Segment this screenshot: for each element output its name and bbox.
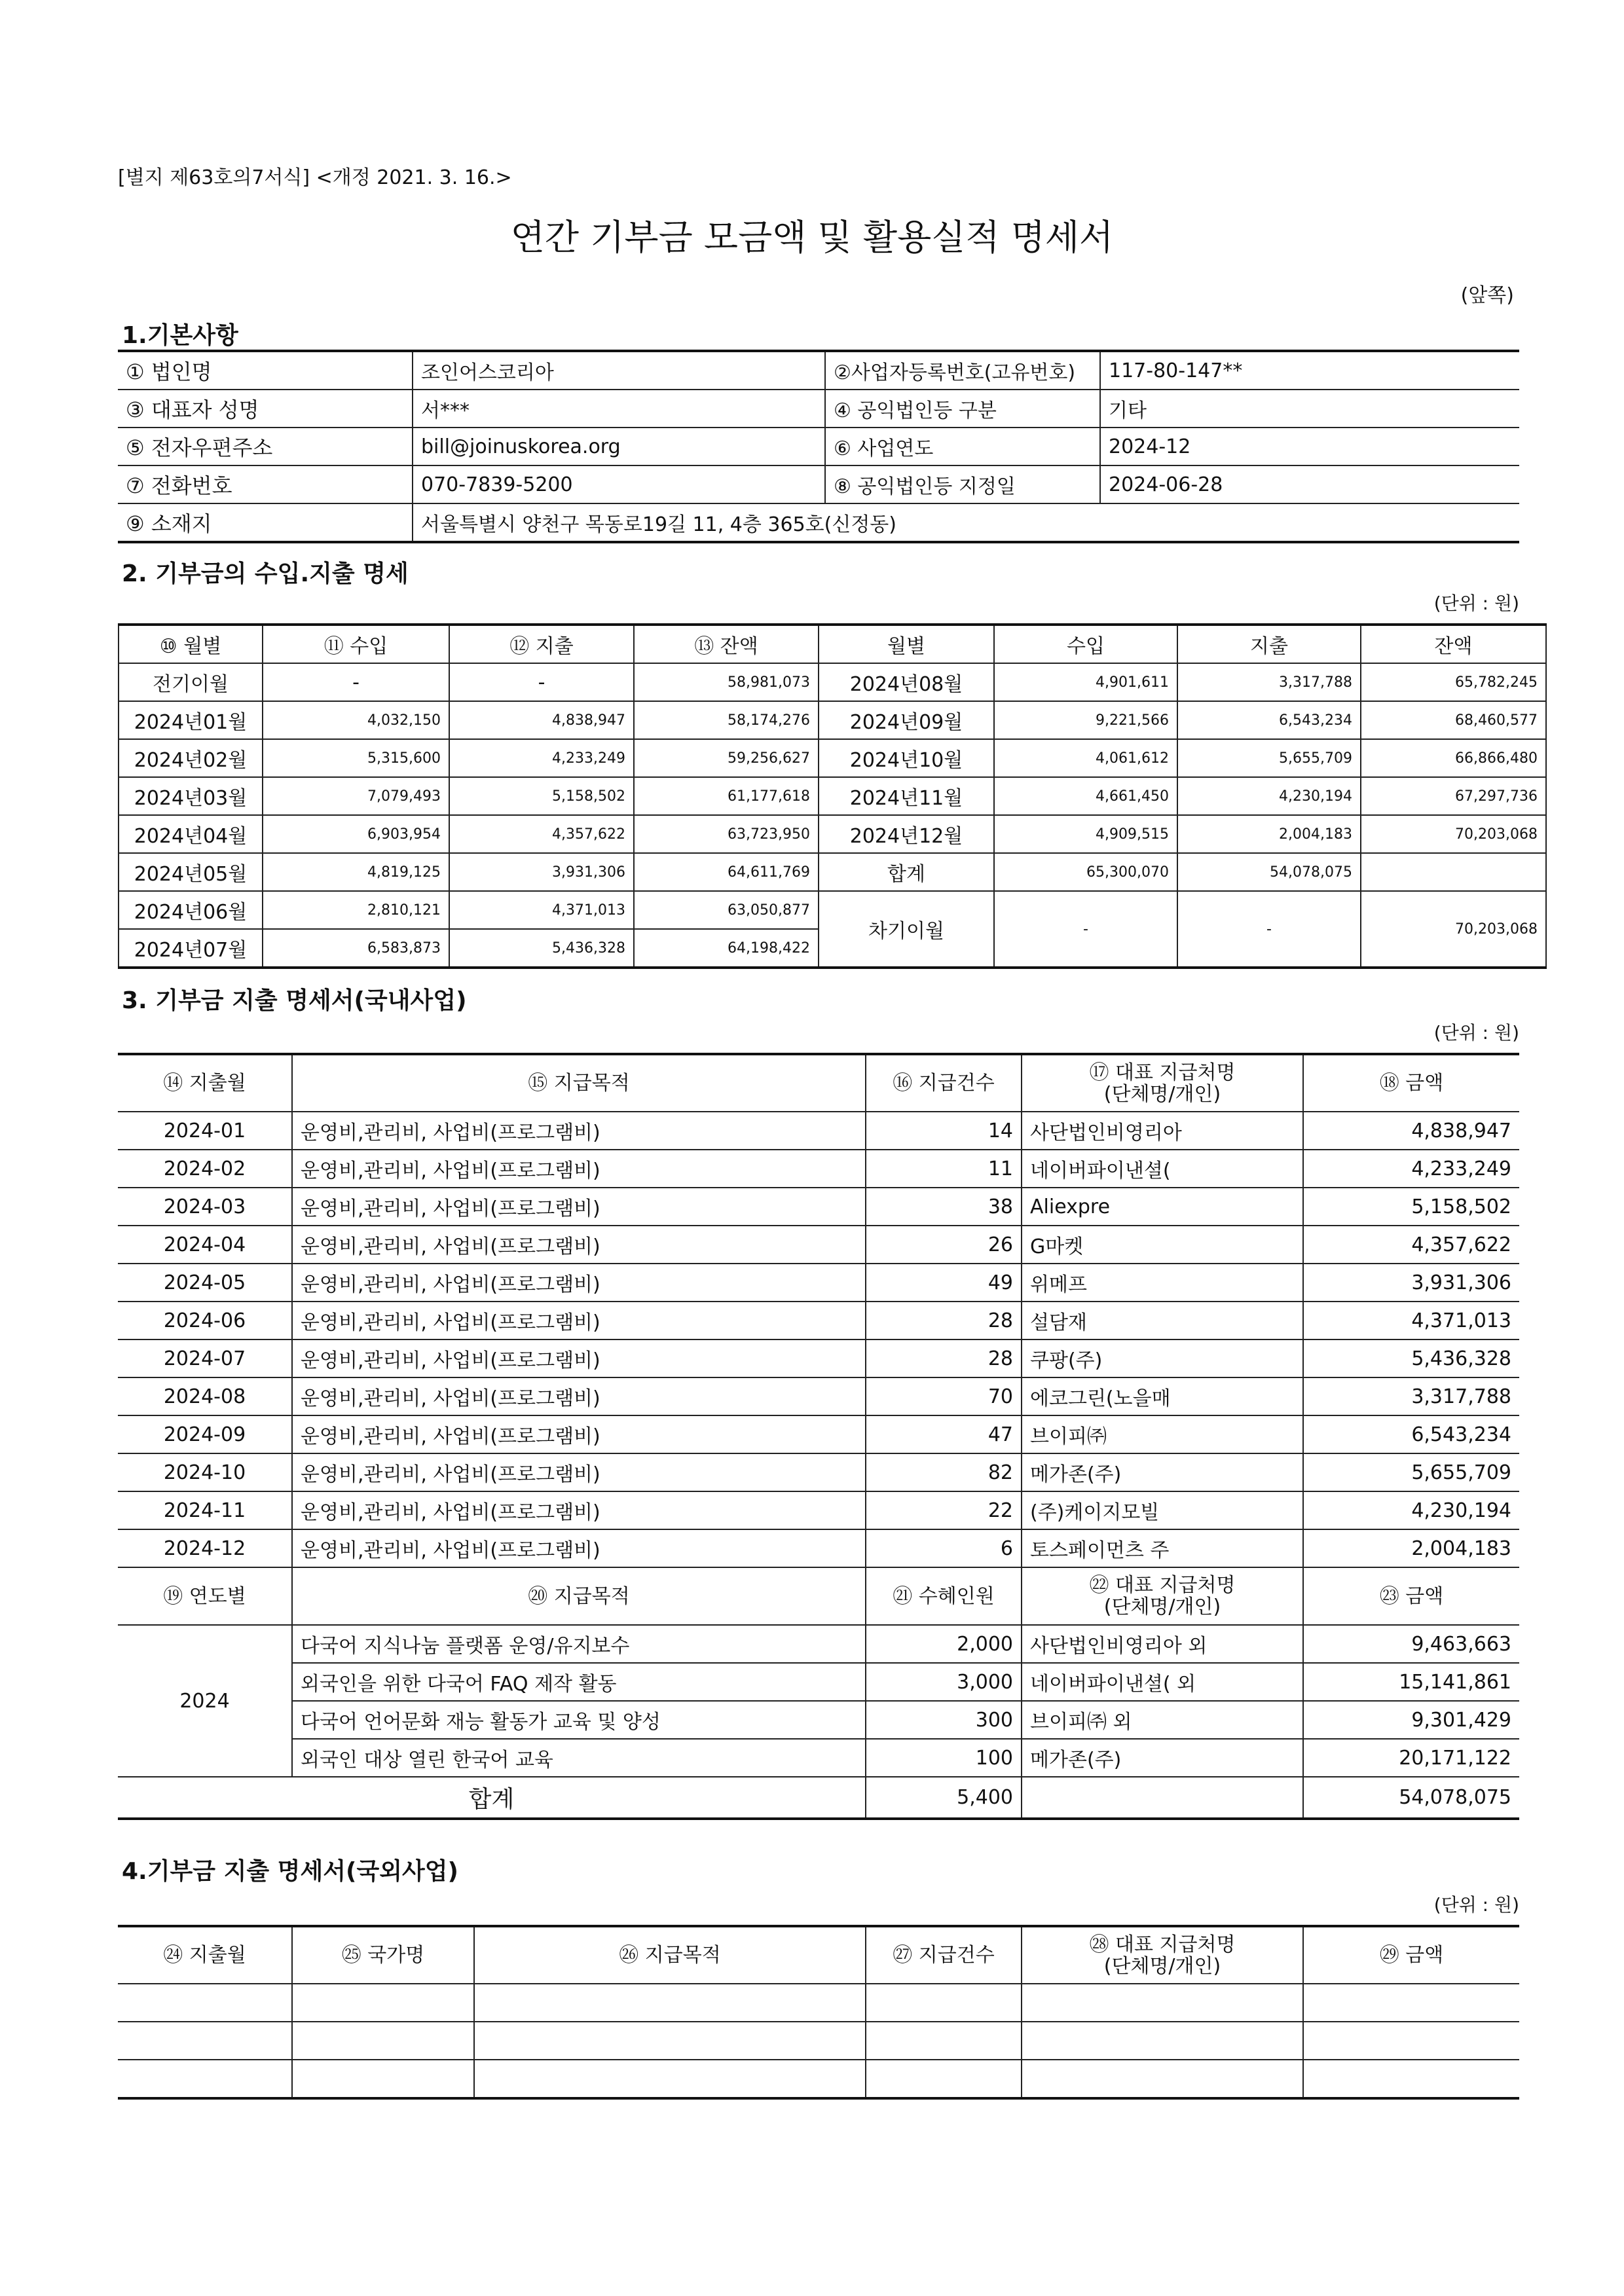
payee-cell: 토스페이먼츠 주 [1022,1529,1303,1567]
field-label: ⑥ 사업연도 [825,428,1100,465]
expense-cell: - [1177,891,1361,968]
column-header: 잔액 [1361,625,1546,663]
balance-cell: 58,981,073 [634,663,819,701]
income-cell: 6,583,873 [263,929,449,968]
purpose-cell: 운영비,관리비, 사업비(프로그램비) [292,1112,866,1150]
empty-cell [292,2022,474,2060]
table-row [118,1701,1519,1739]
empty-cell [292,1984,474,2022]
month-cell: 2024년11월 [819,777,994,815]
form-reference: [별지 제63호의7서식] <개정 2021. 3. 16.> [118,166,512,189]
table-row [118,2060,1519,2098]
count-cell: 70 [866,1377,1022,1415]
expense-cell: 4,230,194 [1177,777,1361,815]
month-cell: 2024년08월 [819,663,994,701]
table-row [119,891,1546,929]
month-cell: 2024년03월 [119,777,263,815]
column-header: ㉑ 수혜인원 [866,1567,1022,1625]
field-value: 2024-12 [1100,428,1519,465]
month-cell: 2024-11 [118,1491,292,1529]
empty-cell [474,1984,866,2022]
count-cell: 11 [866,1150,1022,1188]
field-value: bill@joinuskorea.org [413,428,825,465]
table-row [118,1302,1519,1339]
payee-cell: 쿠팡(주) [1022,1339,1303,1377]
field-label: ① 법인명 [118,351,413,390]
section-1-heading: 1.기본사항 [122,322,238,349]
page-title: 연간 기부금 모금액 및 활용실적 명세서 [510,217,1114,258]
table-row [118,1491,1519,1529]
balance-cell [1361,853,1546,891]
expense-cell: 3,317,788 [1177,663,1361,701]
empty-cell [866,1984,1022,2022]
column-header: ㉓ 금액 [1303,1567,1519,1625]
column-header: ⑩ 월별 [119,625,263,663]
amount-cell: 5,436,328 [1303,1339,1519,1377]
income-cell: 4,661,450 [994,777,1177,815]
payee-cell: G마켓 [1022,1226,1303,1264]
balance-cell: 63,723,950 [634,815,819,853]
balance-cell: 59,256,627 [634,739,819,777]
count-cell: 28 [866,1302,1022,1339]
income-cell: 6,903,954 [263,815,449,853]
month-cell: 2024-04 [118,1226,292,1264]
field-value: 117-80-147** [1100,351,1519,390]
table-row [119,815,1546,853]
payee-cell: 메가존(주) [1022,1739,1303,1777]
basic-info-table [118,350,1519,543]
month-cell: 2024년04월 [119,815,263,853]
table-row [118,1625,1519,1663]
balance-cell: 63,050,877 [634,891,819,929]
month-cell: 2024년06월 [119,891,263,929]
amount-cell: 3,931,306 [1303,1264,1519,1302]
amount-cell: 3,317,788 [1303,1377,1519,1415]
expense-cell: - [449,663,634,701]
field-value: 2024-06-28 [1100,465,1519,503]
count-cell: 28 [866,1339,1022,1377]
table-row [119,625,1546,663]
month-cell: 차기이월 [819,891,994,968]
month-cell: 합계 [819,853,994,891]
month-cell: 2024-07 [118,1339,292,1377]
table-row [119,739,1546,777]
purpose-cell: 운영비,관리비, 사업비(프로그램비) [292,1188,866,1226]
amount-cell: 4,233,249 [1303,1150,1519,1188]
beneficiaries-cell: 100 [866,1739,1022,1777]
month-cell: 2024년09월 [819,701,994,739]
domestic-expense-table [118,1053,1519,1820]
table-row [118,1663,1519,1701]
table-row [118,1226,1519,1264]
section-3-heading: 3. 기부금 지출 명세서(국내사업) [122,987,467,1014]
balance-cell: 66,866,480 [1361,739,1546,777]
beneficiaries-cell: 3,000 [866,1663,1022,1701]
payee-cell: 에코그린(노을매 [1022,1377,1303,1415]
payee-cell: 네이버파이낸셜( 외 [1022,1663,1303,1701]
purpose-cell: 운영비,관리비, 사업비(프로그램비) [292,1150,866,1188]
empty-cell [866,2060,1022,2098]
purpose-cell: 외국인 대상 열린 한국어 교육 [292,1739,866,1777]
month-cell: 2024-09 [118,1415,292,1453]
month-cell: 2024년10월 [819,739,994,777]
count-cell: 47 [866,1415,1022,1453]
table-row [118,390,1519,428]
table-row [118,1777,1519,1819]
total-amount: 54,078,075 [1303,1777,1519,1819]
field-label: ⑤ 전자우편주소 [118,428,413,465]
empty-cell [292,2060,474,2098]
column-header: ⑬ 잔액 [634,625,819,663]
table-row [118,1339,1519,1377]
amount-cell: 5,655,709 [1303,1453,1519,1491]
amount-cell: 9,463,663 [1303,1625,1519,1663]
expense-cell: 4,357,622 [449,815,634,853]
table-row [118,1739,1519,1777]
table-row [118,1415,1519,1453]
total-beneficiaries: 5,400 [866,1777,1022,1819]
expense-cell: 4,838,947 [449,701,634,739]
expense-cell: 6,543,234 [1177,701,1361,739]
table-row [119,777,1546,815]
payee-cell: 설담재 [1022,1302,1303,1339]
income-cell: 5,315,600 [263,739,449,777]
empty-cell [118,2022,292,2060]
purpose-cell: 운영비,관리비, 사업비(프로그램비) [292,1226,866,1264]
column-header: ㉔ 지출월 [118,1926,292,1984]
month-cell: 2024-02 [118,1150,292,1188]
column-header: ⑳ 지급목적 [292,1567,866,1625]
income-cell: - [994,891,1177,968]
column-header: ⑱ 금액 [1303,1054,1519,1112]
count-cell: 6 [866,1529,1022,1567]
balance-cell: 70,203,068 [1361,815,1546,853]
page-side-label: (앞쪽) [1460,284,1514,307]
purpose-cell: 운영비,관리비, 사업비(프로그램비) [292,1415,866,1453]
table-row [118,1567,1519,1625]
month-cell: 2024-05 [118,1264,292,1302]
purpose-cell: 운영비,관리비, 사업비(프로그램비) [292,1377,866,1415]
count-cell: 26 [866,1226,1022,1264]
field-value: 서*** [413,390,825,428]
income-cell: 4,819,125 [263,853,449,891]
column-header: ⑪ 수입 [263,625,449,663]
income-cell: 4,032,150 [263,701,449,739]
expense-cell: 2,004,183 [1177,815,1361,853]
column-header: 지출 [1177,625,1361,663]
balance-cell: 70,203,068 [1361,891,1546,968]
balance-cell: 68,460,577 [1361,701,1546,739]
purpose-cell: 운영비,관리비, 사업비(프로그램비) [292,1264,866,1302]
income-cell: 2,810,121 [263,891,449,929]
field-label: ③ 대표자 성명 [118,390,413,428]
empty-cell [1022,2022,1303,2060]
amount-cell: 4,230,194 [1303,1491,1519,1529]
month-cell: 2024-08 [118,1377,292,1415]
empty-cell [474,2060,866,2098]
payee-cell: 메가존(주) [1022,1453,1303,1491]
overseas-expense-table [118,1925,1519,2100]
income-cell: 9,221,566 [994,701,1177,739]
table-row [118,2022,1519,2060]
purpose-cell: 다국어 언어문화 재능 활동가 교육 및 양성 [292,1701,866,1739]
column-header: ⑯ 지급건수 [866,1054,1022,1112]
field-value: 070-7839-5200 [413,465,825,503]
payee-cell: 네이버파이낸셜( [1022,1150,1303,1188]
field-label: ④ 공익법인등 구분 [825,390,1100,428]
column-header: ⑰ 대표 지급처명 (단체명/개인) [1022,1054,1303,1112]
purpose-cell: 운영비,관리비, 사업비(프로그램비) [292,1491,866,1529]
balance-cell: 64,611,769 [634,853,819,891]
unit-label: (단위 : 원) [1433,1022,1519,1044]
purpose-cell: 운영비,관리비, 사업비(프로그램비) [292,1302,866,1339]
amount-cell: 4,371,013 [1303,1302,1519,1339]
empty-cell [1303,1984,1519,2022]
table-row [118,351,1519,390]
column-header: 수입 [994,625,1177,663]
table-row [119,853,1546,891]
column-header: ⑲ 연도별 [118,1567,292,1625]
year-cell: 2024 [118,1625,292,1777]
month-cell: 2024년02월 [119,739,263,777]
month-cell: 2024-10 [118,1453,292,1491]
table-row [118,1264,1519,1302]
empty-cell [1303,2022,1519,2060]
address-value: 서울특별시 양천구 목동로19길 11, 4층 365호(신정동) [413,503,1519,542]
table-row [118,465,1519,503]
count-cell: 49 [866,1264,1022,1302]
expense-cell: 5,158,502 [449,777,634,815]
table-row [118,503,1519,542]
amount-cell: 2,004,183 [1303,1529,1519,1567]
count-cell: 14 [866,1112,1022,1150]
table-row [118,1188,1519,1226]
purpose-cell: 다국어 지식나눔 플랫폼 운영/유지보수 [292,1625,866,1663]
empty-cell [1303,2060,1519,2098]
balance-cell: 67,297,736 [1361,777,1546,815]
expense-cell: 4,371,013 [449,891,634,929]
month-cell: 2024년07월 [119,929,263,968]
beneficiaries-cell: 2,000 [866,1625,1022,1663]
table-row [118,428,1519,465]
column-header: ⑮ 지급목적 [292,1054,866,1112]
payee-cell: 사단법인비영리아 [1022,1112,1303,1150]
unit-label: (단위 : 원) [1433,592,1519,614]
amount-cell: 4,357,622 [1303,1226,1519,1264]
amount-cell: 5,158,502 [1303,1188,1519,1226]
month-cell: 전기이월 [119,663,263,701]
income-cell: 4,061,612 [994,739,1177,777]
column-header: 월별 [819,625,994,663]
purpose-cell: 운영비,관리비, 사업비(프로그램비) [292,1453,866,1491]
amount-cell: 20,171,122 [1303,1739,1519,1777]
field-label: ②사업자등록번호(고유번호) [825,351,1100,390]
table-row [118,1377,1519,1415]
income-cell: 65,300,070 [994,853,1177,891]
payee-cell: Aliexpre [1022,1188,1303,1226]
table-row [118,1529,1519,1567]
expense-cell: 54,078,075 [1177,853,1361,891]
amount-cell: 6,543,234 [1303,1415,1519,1453]
empty-cell [866,2022,1022,2060]
table-row [118,1112,1519,1150]
count-cell: 82 [866,1453,1022,1491]
payee-cell: 브이피㈜ 외 [1022,1701,1303,1739]
field-label: ⑧ 공익법인등 지정일 [825,465,1100,503]
month-cell: 2024-03 [118,1188,292,1226]
section-4-heading: 4.기부금 지출 명세서(국외사업) [122,1858,459,1885]
expense-cell: 3,931,306 [449,853,634,891]
empty-cell [1022,1984,1303,2022]
amount-cell: 4,838,947 [1303,1112,1519,1150]
field-label: ⑦ 전화번호 [118,465,413,503]
expense-cell: 4,233,249 [449,739,634,777]
payee-cell: 사단법인비영리아 외 [1022,1625,1303,1663]
table-row [118,1926,1519,1984]
month-cell: 2024년05월 [119,853,263,891]
balance-cell: 58,174,276 [634,701,819,739]
amount-cell: 9,301,429 [1303,1701,1519,1739]
field-value: 기타 [1100,390,1519,428]
expense-cell: 5,655,709 [1177,739,1361,777]
payee-cell: (주)케이지모빌 [1022,1491,1303,1529]
income-cell: 4,901,611 [994,663,1177,701]
payee-cell: 브이피㈜ [1022,1415,1303,1453]
month-cell: 2024-06 [118,1302,292,1339]
column-header: ㉙ 금액 [1303,1926,1519,1984]
income-cell: 7,079,493 [263,777,449,815]
table-row [119,663,1546,701]
table-row [118,1453,1519,1491]
purpose-cell: 외국인을 위한 다국어 FAQ 제작 활동 [292,1663,866,1701]
empty-cell [1022,2060,1303,2098]
unit-label: (단위 : 원) [1433,1894,1519,1916]
column-header: ⑭ 지출월 [118,1054,292,1112]
empty-cell [118,2060,292,2098]
balance-cell: 64,198,422 [634,929,819,968]
column-header: ⑫ 지출 [449,625,634,663]
empty-cell [118,1984,292,2022]
income-cell: - [263,663,449,701]
month-cell: 2024-12 [118,1529,292,1567]
count-cell: 38 [866,1188,1022,1226]
expense-cell: 5,436,328 [449,929,634,968]
empty-cell [474,2022,866,2060]
income-expense-table [118,623,1547,969]
column-header: ㉘ 대표 지급처명 (단체명/개인) [1022,1926,1303,1984]
table-row [118,1150,1519,1188]
month-cell: 2024년12월 [819,815,994,853]
total-label: 합계 [118,1777,866,1819]
payee-cell: 위메프 [1022,1264,1303,1302]
balance-cell: 61,177,618 [634,777,819,815]
field-value: 조인어스코리아 [413,351,825,390]
income-cell: 4,909,515 [994,815,1177,853]
table-row [118,1054,1519,1112]
column-header: ㉖ 지급목적 [474,1926,866,1984]
field-label: ⑨ 소재지 [118,503,413,542]
empty-cell [1022,1777,1303,1819]
balance-cell: 65,782,245 [1361,663,1546,701]
column-header: ㉗ 지급건수 [866,1926,1022,1984]
beneficiaries-cell: 300 [866,1701,1022,1739]
month-cell: 2024-01 [118,1112,292,1150]
month-cell: 2024년01월 [119,701,263,739]
count-cell: 22 [866,1491,1022,1529]
purpose-cell: 운영비,관리비, 사업비(프로그램비) [292,1529,866,1567]
column-header: ㉕ 국가명 [292,1926,474,1984]
table-row [119,701,1546,739]
column-header: ㉒ 대표 지급처명 (단체명/개인) [1022,1567,1303,1625]
amount-cell: 15,141,861 [1303,1663,1519,1701]
table-row [118,1984,1519,2022]
purpose-cell: 운영비,관리비, 사업비(프로그램비) [292,1339,866,1377]
section-2-heading: 2. 기부금의 수입.지출 명세 [122,560,409,587]
